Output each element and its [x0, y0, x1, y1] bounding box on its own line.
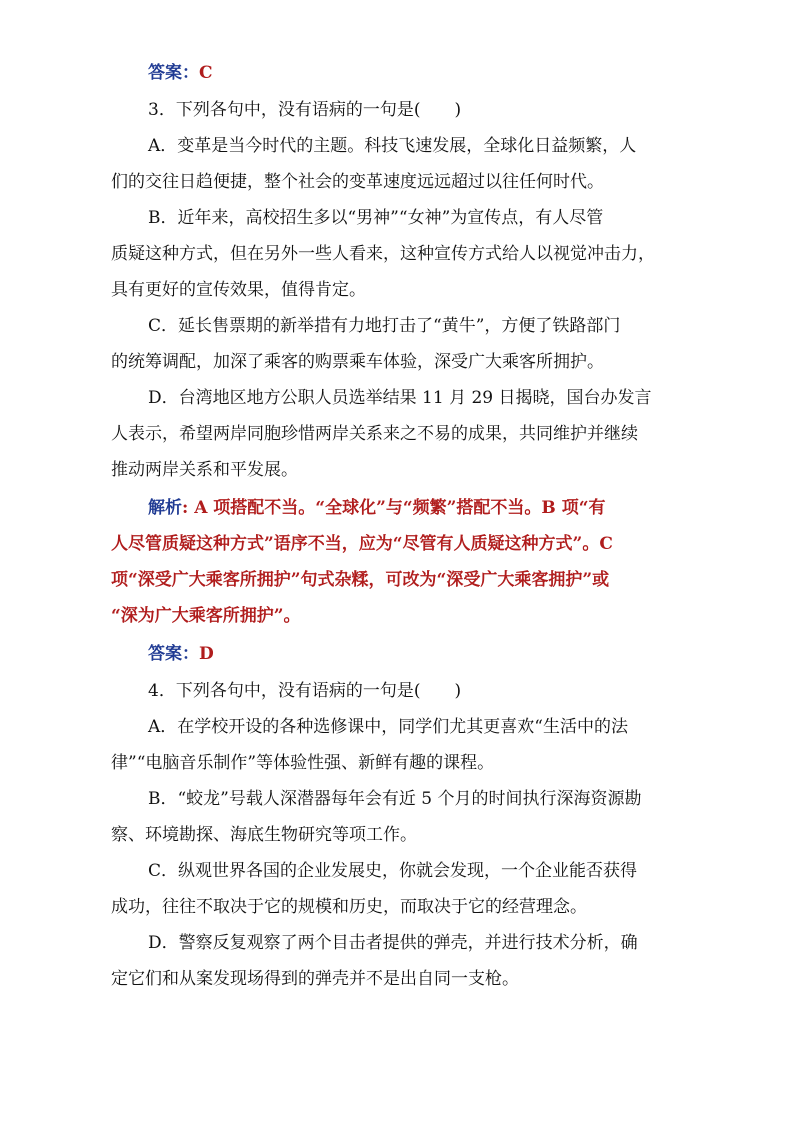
option-b-line-2: 质疑这种方式，但在另外一些人看来，这种宣传方式给人以视觉冲击力，: [111, 244, 655, 264]
option-b-line-2: 察、环境勘探、海底生物研究等项工作。: [111, 825, 417, 845]
analysis-line-1: [148, 497, 605, 519]
answer-line: [148, 62, 213, 84]
question-stem: 4．下列各句中，没有语病的一句是( ): [148, 681, 462, 701]
option-c-line-1: C．纵观世界各国的企业发展史，你就会发现，一个企业能否获得: [148, 861, 638, 881]
analysis-line-4: “深为广大乘客所拥护”。: [111, 606, 301, 626]
option-a-line-2: 律”“电脑音乐制作”等体验性强、新鲜有趣的课程。: [111, 753, 495, 773]
answer-value: C: [199, 63, 213, 83]
analysis-label: 解析: [148, 498, 182, 518]
answer-value: D: [199, 644, 214, 664]
option-c-line-1: C．延长售票期的新举措有力地打击了“黄牛”，方便了铁路部门: [148, 316, 621, 336]
question-stem: 3．下列各句中，没有语病的一句是( ): [148, 100, 462, 120]
option-d-line-3: 推动两岸关系和平发展。: [111, 460, 298, 480]
option-d-line-1: D．警察反复观察了两个目击者提供的弹壳，并进行技术分析，确: [148, 933, 638, 953]
option-c-line-2: 的统筹调配，加深了乘客的购票乘车体验，深受广大乘客所拥护。: [111, 352, 604, 372]
answer-label: 答案：: [148, 63, 199, 83]
analysis-text-1: : A 项搭配不当。“全球化”与“频繁”搭配不当。B 项“有: [182, 498, 606, 518]
analysis-line-3: 项“深受广大乘客所拥护”句式杂糅，可改为“深受广大乘客拥护”或: [111, 570, 610, 590]
option-a-line-1: A．在学校开设的各种选修课中，同学们尤其更喜欢“生活中的法: [148, 717, 628, 737]
option-b-line-3: 具有更好的宣传效果，值得肯定。: [111, 280, 366, 300]
option-a-line-1: A．变革是当今时代的主题。科技飞速发展，全球化日益频繁，人: [148, 136, 637, 156]
option-d-line-2: 人表示，希望两岸同胞珍惜两岸关系来之不易的成果，共同维护并继续: [111, 424, 638, 444]
option-b-line-1: B．“蛟龙”号载人深潜器每年会有近 5 个月的时间执行深海资源勘: [148, 789, 642, 809]
answer-line: [148, 643, 214, 665]
option-c-line-2: 成功，往往不取决于它的规模和历史，而取决于它的经营理念。: [111, 897, 587, 917]
option-b-line-1: B．近年来，高校招生多以“男神”“女神”为宣传点，有人尽管: [148, 208, 604, 228]
answer-label: 答案：: [148, 644, 199, 664]
option-d-line-2: 定它们和从案发现场得到的弹壳并不是出自同一支枪。: [111, 969, 519, 989]
option-d-line-1: D．台湾地区地方公职人员选举结果 11 月 29 日揭晓，国台办发言: [148, 388, 652, 408]
option-a-line-2: 们的交往日趋便捷，整个社会的变革速度远远超过以往任何时代。: [111, 172, 604, 192]
analysis-line-2: 人尽管质疑这种方式”语序不当，应为“尽管有人质疑这种方式”。C: [111, 534, 613, 554]
